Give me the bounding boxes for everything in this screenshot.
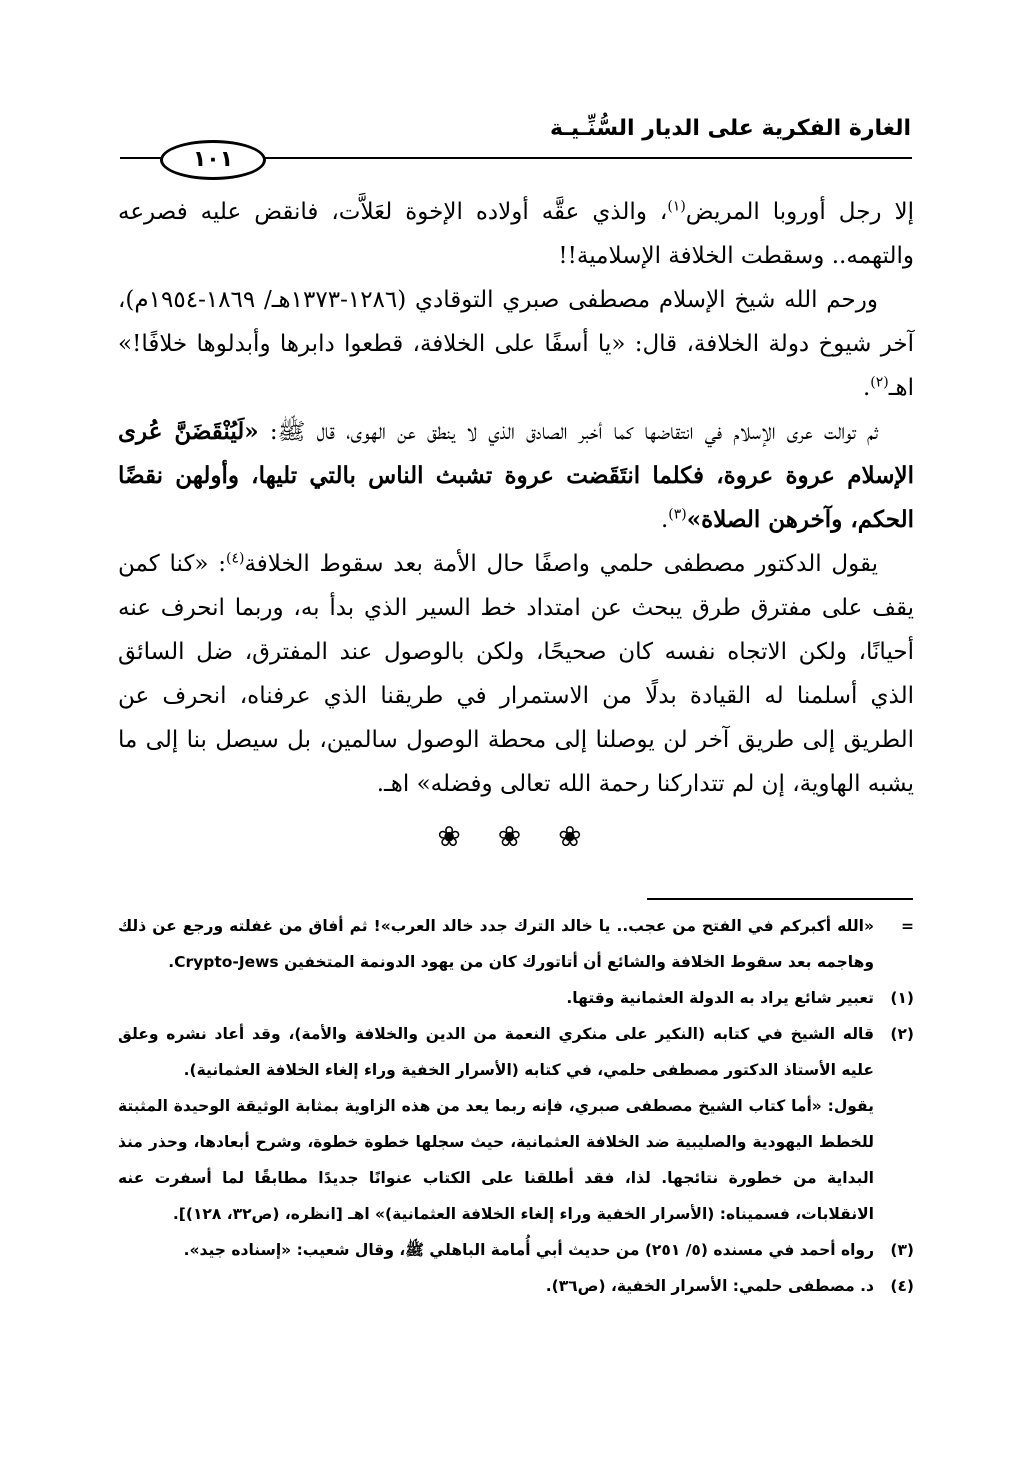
main-text (118, 190, 914, 806)
paragraph-3-text-b: . (660, 507, 669, 533)
footnote-2 (118, 1016, 914, 1088)
footnote-text: رواه أحمد في مسنده (٥/ ٢٥١) من حديث أبي أُمامة الباهلي ﷺ، وقال شعيب: «إسناده جيد». (183, 1241, 874, 1259)
footnote-4 (118, 1268, 914, 1304)
paragraph-3-text-a: ثم توالت عرى الإسلام في انتقاضها كما أخبر الصادق الذي لا ينطق عن الهوى، قال ﷺ: (258, 419, 879, 445)
page-number-badge: ١٠١ (160, 140, 266, 180)
running-header-title: الغارة الفكرية على الديار السُّنِّـيـة (550, 116, 911, 141)
hadith-quote: «لَيُنْقَضَنَّ عُرى الإسلام عروة عروة، فكلما انتَقَضت عروة تشبث الناس بالتي تليها، وأولهن نقضًا الحكم، وآخرهن الصلاة» (118, 418, 914, 533)
footnote-1 (118, 980, 914, 1016)
footnote-text: د. مصطفى حلمي: الأسرار الخفية، (ص٣٦). (545, 1277, 874, 1295)
paragraph-2-text-b: . (862, 375, 871, 401)
footnote-mark: (٣) (890, 1241, 914, 1259)
footnotes (118, 908, 914, 1304)
footnote-ref-3[interactable]: (٣) (668, 506, 687, 523)
paragraph-1 (118, 190, 914, 278)
paragraph-2-text-a: ورحم الله شيخ الإسلام مصطفى صبري التوقادي (١٢٨٦-١٣٧٣هـ/ ١٨٦٩-١٩٥٤م)، آخر شيوخ دولة الخلافة، قال: «يا أسفًا على الخلافة، قطعوا دابرها وأبدلوها خلافًا!» اهـ (118, 287, 914, 401)
footnote-text: «الله أكبركم في الفتح من عجب.. يا خالد الترك جدد خالد العرب»! ثم أفاق من غفلته ورجع عن ذلك وهاجمه بعد سقوط الخلافة والشائع أن أتاتورك كان من يهود الدونمة المتخفين Crypto-Jews. (118, 917, 874, 971)
footnote-3 (118, 1232, 914, 1268)
footnote-ref-2[interactable]: (٢) (870, 374, 889, 391)
footnote-ref-1[interactable]: (١) (667, 198, 686, 215)
footnote-continuation (118, 908, 914, 980)
paragraph-4 (118, 542, 914, 806)
footnote-mark: = (901, 917, 914, 935)
footnote-mark: (١) (890, 989, 914, 1007)
paragraph-1-text-b: ، والذي عقَّه أولاده الإخوة لعَلاَّت، فانقض عليه فصرعه والتهمه.. وسقطت الخلافة الإسلامية!! (118, 199, 914, 269)
section-divider-ornament: ❀ ❀ ❀ (437, 820, 596, 853)
footnote-rule (647, 898, 913, 900)
paragraph-4-text-b: : «كنا كمن يقف على مفترق طرق يبحث عن امتداد خط السير الذي بدأ به، وربما انحرف عنه أحيانًا، ولكن الاتجاه نفسه كان صحيحًا، ولكن بالوصول عند المفترق، ضل السائق الذي أسلمنا له القيادة بدلًا من الاستمرار في طريقنا الذي عرفناه، انحرف عن الطريق إلى طريق آخر لن يوصلنا إلى محطة الوصول سالمين، بل سيصل بنا إلى ما يشبه الهاوية، إن لم تتداركنا رحمة الله تعالى وفضله» اهـ. (118, 551, 914, 797)
paragraph-2 (118, 278, 914, 410)
paragraph-4-text-a: يقول الدكتور مصطفى حلمي واصفًا حال الأمة بعد سقوط الخلافة (244, 551, 878, 577)
paragraph-1-text-a: إلا رجل أوروبا المريض (685, 199, 914, 225)
footnote-ref-4[interactable]: (٤) (225, 550, 245, 567)
footnote-2-continuation: يقول: «أما كتاب الشيخ مصطفى صبري، فإنه ربما يعد من هذه الزاوية بمثابة الوثيقة الوحيدة المثبتة للخطط اليهودية والصليبية ضد الخلافة العثمانية، حيث سجلها خطوة خطوة، وشرح أبعادها، وحذر منذ البداية من خطورة نتائجها. لذا، فقد أطلقنا على الكتاب عنوانًا جديدًا مطابقًا لما أسفرت عنه الانقلابات، فسميناه: (الأسرار الخفية وراء إلغاء الخلافة العثمانية)» اهـ [انظره، (ص٣٢، ١٢٨)]. (118, 1097, 874, 1223)
footnote-mark: (٤) (890, 1277, 914, 1295)
footnote-text: قاله الشيخ في كتابه (النكير على منكري النعمة من الدين والخلافة والأمة)، وقد أعاد نشره وعلق عليه الأستاذ الدكتور مصطفى حلمي، في كتابه (الأسرار الخفية وراء إلغاء الخلافة العثمانية). (118, 1025, 874, 1079)
paragraph-3 (118, 410, 914, 542)
footnote-text: تعبير شائع يراد به الدولة العثمانية وقتها. (566, 989, 874, 1007)
footnote-mark: (٢) (890, 1025, 914, 1043)
